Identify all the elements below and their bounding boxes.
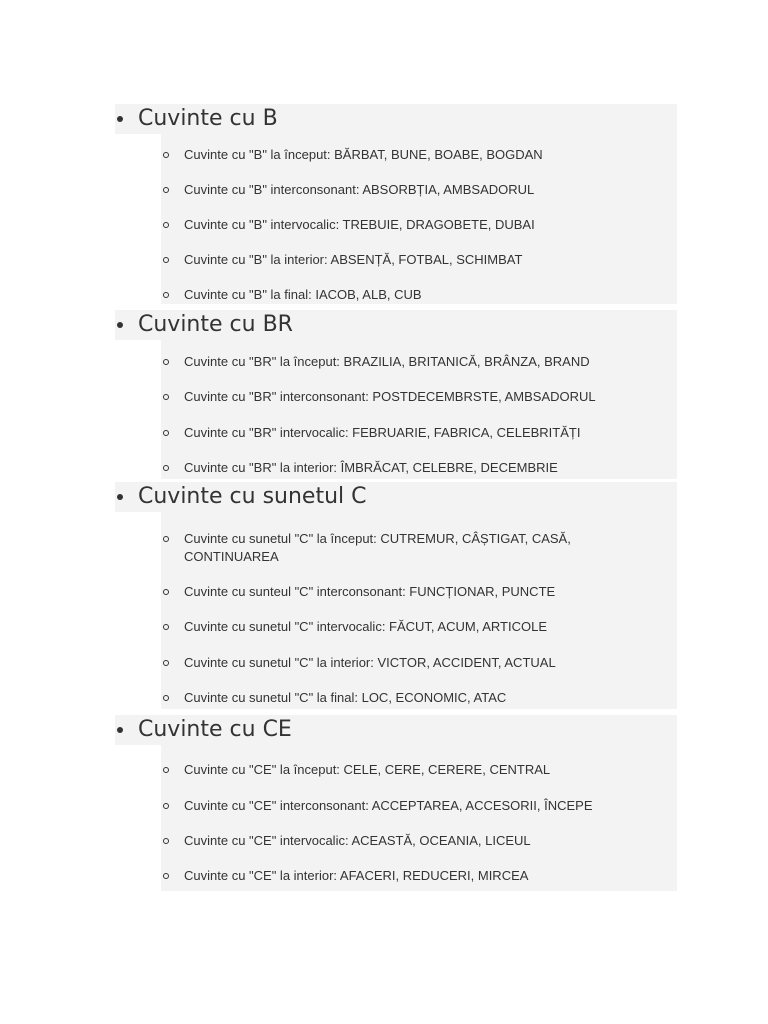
list-item	[161, 286, 677, 304]
bullet-disc-icon	[117, 116, 123, 122]
sub-list-br	[161, 340, 677, 479]
list-item-text: Cuvinte cu "B" intervocalic: TREBUIE, DRAGOBETE, DUBAI	[184, 217, 535, 232]
list-item	[161, 146, 677, 164]
list-item	[161, 181, 677, 199]
section-heading-br	[115, 310, 677, 340]
list-item-text: Cuvinte cu sunteul "C" interconsonant: FUNCȚIONAR, PUNCTE	[184, 584, 556, 599]
sub-list-b	[161, 134, 677, 304]
bullet-circle-icon	[163, 430, 169, 436]
section-title: Cuvinte cu B	[138, 106, 278, 131]
bullet-circle-icon	[163, 589, 169, 595]
list-item	[161, 654, 677, 672]
bullet-circle-icon	[163, 394, 169, 400]
bullet-circle-icon	[163, 465, 169, 471]
list-item	[161, 353, 677, 371]
sub-list-ce	[161, 745, 677, 891]
list-item-text: Cuvinte cu sunetul "C" la interior: VICTOR, ACCIDENT, ACTUAL	[184, 655, 556, 670]
list-item-text: Cuvinte cu "CE" intervocalic: ACEASTĂ, OCEANIA, LICEUL	[184, 833, 531, 848]
list-item-text: Cuvinte cu "B" la început: BĂRBAT, BUNE, BOABE, BOGDAN	[184, 147, 543, 162]
list-item	[161, 388, 677, 406]
section-title: Cuvinte cu CE	[138, 717, 292, 742]
list-item-text: Cuvinte cu "B" la final: IACOB, ALB, CUB	[184, 287, 422, 302]
section-heading-ce	[115, 715, 677, 745]
bullet-circle-icon	[163, 152, 169, 158]
list-item	[161, 832, 677, 850]
list-item-text: Cuvinte cu sunetul "C" la final: LOC, ECONOMIC, ATAC	[184, 690, 507, 705]
bullet-circle-icon	[163, 359, 169, 365]
list-item	[161, 797, 677, 815]
bullet-circle-icon	[163, 767, 169, 773]
sub-list-c	[161, 512, 677, 709]
bullet-circle-icon	[163, 695, 169, 701]
bullet-circle-icon	[163, 873, 169, 879]
bullet-circle-icon	[163, 187, 169, 193]
list-item-text: Cuvinte cu "BR" la interior: ÎMBRĂCAT, CELEBRE, DECEMBRIE	[184, 460, 558, 475]
list-item	[161, 618, 677, 636]
list-item	[161, 530, 677, 566]
list-item-text: Cuvinte cu "BR" la început: BRAZILIA, BRITANICĂ, BRÂNZA, BRAND	[184, 354, 590, 369]
section-title: Cuvinte cu BR	[138, 312, 293, 337]
list-item	[161, 251, 677, 269]
list-item-text: Cuvinte cu "BR" interconsonant: POSTDECEMBRSTE, AMBSADORUL	[184, 389, 596, 404]
list-item-text: Cuvinte cu "CE" la interior: AFACERI, REDUCERI, MIRCEA	[184, 868, 529, 883]
section-heading-b	[115, 104, 677, 134]
list-item	[161, 216, 677, 234]
list-item	[161, 867, 677, 885]
list-item	[161, 459, 677, 479]
list-item-text: Cuvinte cu sunetul "C" la început: CUTREMUR, CÂȘTIGAT, CASĂ, CONTINUAREA	[184, 531, 571, 564]
list-item-text: Cuvinte cu sunetul "C" intervocalic: FĂCUT, ACUM, ARTICOLE	[184, 619, 547, 634]
section-title: Cuvinte cu sunetul C	[138, 484, 367, 509]
list-item	[161, 689, 677, 709]
bullet-disc-icon	[117, 727, 123, 733]
word-list	[115, 104, 677, 891]
bullet-circle-icon	[163, 257, 169, 263]
list-item-text: Cuvinte cu "B" la interior: ABSENȚĂ, FOTBAL, SCHIMBAT	[184, 252, 523, 267]
list-item	[161, 761, 677, 779]
list-item-text: Cuvinte cu "B" interconsonant: ABSORBȚIA, AMBSADORUL	[184, 182, 535, 197]
bullet-circle-icon	[163, 292, 169, 298]
bullet-disc-icon	[117, 494, 123, 500]
bullet-circle-icon	[163, 803, 169, 809]
bullet-disc-icon	[117, 322, 123, 328]
bullet-circle-icon	[163, 838, 169, 844]
bullet-circle-icon	[163, 660, 169, 666]
list-item	[161, 583, 677, 601]
bullet-circle-icon	[163, 536, 169, 542]
list-item	[161, 424, 677, 442]
list-item-text: Cuvinte cu "BR" intervocalic: FEBRUARIE, FABRICA, CELEBRITĂȚI	[184, 425, 581, 440]
section-heading-c	[115, 482, 677, 512]
bullet-circle-icon	[163, 222, 169, 228]
list-item-text: Cuvinte cu "CE" interconsonant: ACCEPTAREA, ACCESORII, ÎNCEPE	[184, 798, 593, 813]
list-item-text: Cuvinte cu "CE" la început: CELE, CERE, CERERE, CENTRAL	[184, 762, 551, 777]
bullet-circle-icon	[163, 624, 169, 630]
